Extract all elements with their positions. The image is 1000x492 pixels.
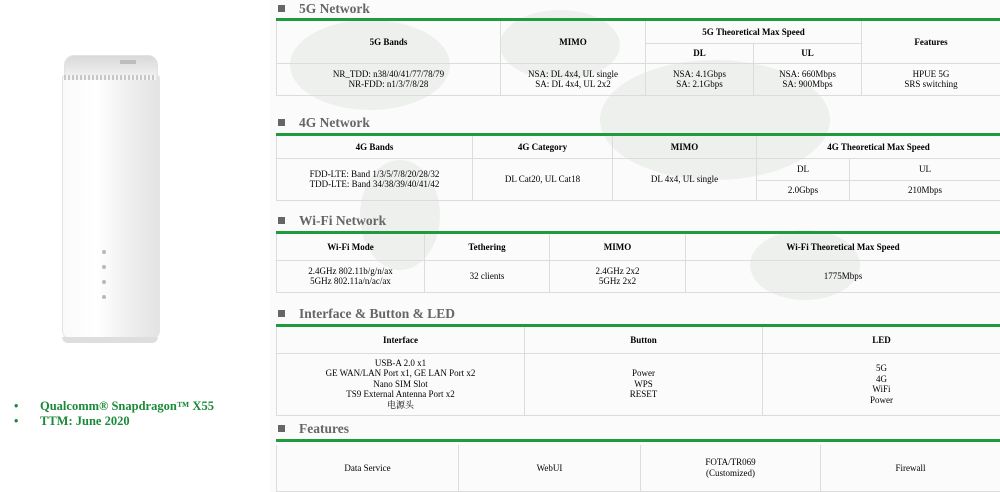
router-led [102, 295, 106, 299]
highlight-item: • Qualcomm® Snapdragon™ X55 [14, 399, 214, 413]
cell-wifi-speed: 1775Mbps [686, 260, 1000, 292]
cell-4g-mimo: DL 4x4, UL single [613, 158, 757, 200]
router-body [62, 75, 160, 339]
square-bullet-icon [278, 217, 285, 224]
router-logo [120, 60, 136, 64]
cell-4g-bands: FDD-LTE: Band 1/3/5/7/8/20/28/32 TDD-LTE: Band 34/38/39/40/41/42 [277, 158, 473, 200]
router-vent [64, 75, 156, 80]
cell-5g-features: HPUE 5G SRS switching [862, 63, 1000, 95]
header-led: LED [763, 327, 1000, 353]
header-mimo: MIMO [613, 136, 757, 158]
router-led [102, 265, 106, 269]
cell-wifi-mimo: 2.4GHz 2x2 5GHz 2x2 [550, 260, 686, 292]
header-wifi-mode: Wi-Fi Mode [277, 234, 425, 260]
cell-4g-dl: 2.0Gbps [757, 180, 850, 200]
section-title-features: Features [278, 421, 349, 437]
header-4g-max-speed: 4G Theoretical Max Speed [757, 136, 1000, 158]
header-4g-category: 4G Category [473, 136, 613, 158]
header-5g-bands: 5G Bands [277, 21, 501, 63]
subheader-ul: UL [850, 158, 1000, 180]
square-bullet-icon [278, 5, 285, 12]
table-4g-network [276, 136, 1000, 201]
section-title-5g: 5G Network [278, 1, 370, 17]
table-interface [276, 327, 1000, 416]
cell-wifi-mode: 2.4GHz 802.11b/g/n/ax 5GHz 802.11a/n/ac/ax [277, 260, 425, 292]
feature-webui: WebUI [459, 445, 641, 491]
feature-data-service: Data Service [277, 445, 459, 491]
highlight-item: • TTM: June 2020 [14, 414, 130, 428]
cell-4g-ul: 210Mbps [850, 180, 1000, 200]
section-title-4g: 4G Network [278, 115, 370, 131]
router-product-image [60, 55, 160, 340]
cell-led-list: 5G 4G WiFi Power [763, 353, 1000, 415]
header-mimo: MIMO [550, 234, 686, 260]
header-4g-bands: 4G Bands [277, 136, 473, 158]
cell-5g-mimo: NSA: DL 4x4, UL single SA: DL 4x4, UL 2x2 [501, 63, 646, 95]
router-led [102, 280, 106, 284]
header-interface: Interface [277, 327, 525, 353]
cell-tethering: 32 clients [425, 260, 550, 292]
section-title-wifi: Wi-Fi Network [278, 213, 386, 229]
router-base [62, 337, 158, 343]
cell-interface-list: USB-A 2.0 x1 GE WAN/LAN Port x1, GE LAN Port x2 Nano SIM Slot TS9 External Antenna Port x2 电源头 [277, 353, 525, 415]
highlights-list [14, 399, 214, 429]
section-divider [276, 439, 1000, 442]
router-led [102, 250, 106, 254]
cell-5g-dl: NSA: 4.1Gbps SA: 2.1Gbps [646, 63, 754, 95]
header-wifi-max-speed: Wi-Fi Theoretical Max Speed [686, 234, 1000, 260]
square-bullet-icon [278, 310, 285, 317]
subheader-dl: DL [757, 158, 850, 180]
cell-5g-bands: NR_TDD: n38/40/41/77/78/79 NR-FDD: n1/3/7/8/28 [277, 63, 501, 95]
cell-button-list: Power WPS RESET [525, 353, 763, 415]
header-tethering: Tethering [425, 234, 550, 260]
feature-fota-tr069: FOTA/TR069 (Customized) [641, 445, 821, 491]
square-bullet-icon [278, 425, 285, 432]
table-5g-network [276, 21, 1000, 96]
table-wifi-network [276, 234, 1000, 293]
feature-firewall: Firewall [821, 445, 1000, 491]
table-features [276, 445, 1000, 492]
cell-4g-category: DL Cat20, UL Cat18 [473, 158, 613, 200]
header-mimo: MIMO [501, 21, 646, 63]
cell-5g-ul: NSA: 660Mbps SA: 900Mbps [754, 63, 862, 95]
header-5g-max-speed: 5G Theoretical Max Speed [646, 21, 862, 43]
header-ul: UL [754, 43, 862, 63]
header-dl: DL [646, 43, 754, 63]
section-title-interface: Interface & Button & LED [278, 306, 455, 322]
header-button: Button [525, 327, 763, 353]
header-features: Features [862, 21, 1000, 63]
square-bullet-icon [278, 119, 285, 126]
